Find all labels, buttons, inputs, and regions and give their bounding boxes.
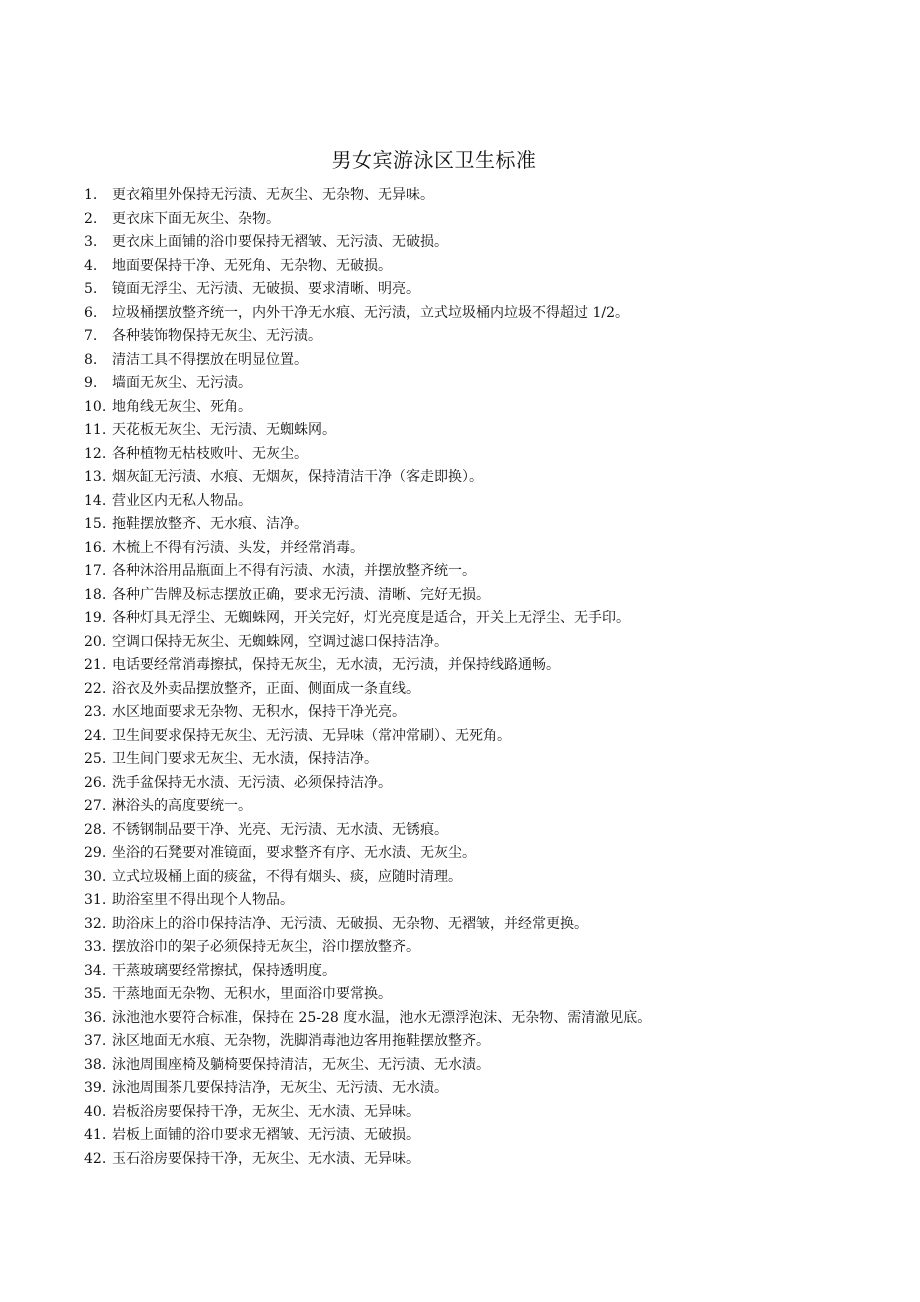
item-text: 天花板无灰尘、无污渍、无蜘蛛网。	[112, 422, 336, 438]
list-item	[84, 443, 904, 467]
item-number: 17.	[84, 563, 107, 579]
item-text: 地角线无灰尘、死角。	[112, 398, 252, 415]
item-number: 24.	[84, 727, 107, 744]
item-text: 玉石浴房要保持干净，无灰尘、无水渍、无异味。	[112, 1150, 420, 1167]
item-number: 18.	[84, 586, 107, 603]
item-text: 镜面无浮尘、无污渍、无破损、要求清晰、明亮。	[112, 281, 420, 297]
item-text: 坐浴的石凳要对准镜面，要求整齐有序、无水渍、无灰尘。	[112, 845, 476, 861]
list-item	[84, 466, 904, 490]
list-item	[84, 1148, 904, 1172]
standards-list	[84, 184, 904, 1171]
item-number: 33.	[84, 939, 107, 955]
list-item	[84, 1077, 904, 1101]
item-text: 清洁工具不得摆放在明显位置。	[112, 351, 308, 368]
item-number: 16.	[84, 539, 107, 556]
list-item	[84, 678, 904, 702]
item-text: 营业区内无私人物品。	[112, 492, 252, 509]
list-item	[84, 513, 904, 537]
item-text: 烟灰缸无污渍、水痕、无烟灰，保持清洁干净（客走即换）。	[112, 469, 483, 485]
list-item	[84, 1124, 904, 1148]
item-number: 36.	[84, 1009, 107, 1026]
list-item	[84, 842, 904, 866]
item-text: 淋浴头的高度要统一。	[112, 798, 252, 814]
list-item	[84, 936, 904, 960]
document-title: 男女宾游泳区卫生标准	[331, 148, 537, 172]
list-item	[84, 278, 904, 302]
item-number: 42.	[84, 1150, 107, 1167]
item-text: 不锈钢制品要干净、光亮、无污渍、无水渍、无锈痕。	[112, 821, 448, 838]
item-text: 拖鞋摆放整齐、无水痕、洁净。	[112, 516, 308, 532]
list-item	[84, 748, 904, 772]
item-text: 立式垃圾桶上面的痰盆，不得有烟头、痰，应随时清理。	[112, 868, 462, 885]
item-text: 各种植物无枯枝败叶、无灰尘。	[112, 445, 308, 462]
list-item	[84, 325, 904, 349]
item-number: 4.	[84, 257, 98, 274]
list-item	[84, 372, 904, 396]
item-text: 各种灯具无浮尘、无蜘蛛网，开关完好，灯光亮度是适合，开关上无浮尘、无手印。	[112, 610, 630, 626]
item-number: 23.	[84, 704, 107, 720]
item-number: 14.	[84, 492, 107, 509]
item-number: 5.	[84, 281, 98, 297]
item-number: 21.	[84, 657, 107, 673]
item-number: 41.	[84, 1127, 107, 1143]
item-text: 摆放浴巾的架子必须保持无灰尘，浴巾摆放整齐。	[112, 939, 420, 955]
item-text: 泳池周围茶几要保持洁净，无灰尘、无污渍、无水渍。	[112, 1080, 448, 1096]
list-item	[84, 184, 904, 208]
item-text: 各种沐浴用品瓶面上不得有污渍、水渍，并摆放整齐统一。	[112, 563, 476, 579]
item-text: 各种广告牌及标志摆放正确，要求无污渍、清晰、完好无损。	[112, 586, 490, 603]
item-number: 27.	[84, 798, 107, 814]
item-number: 7.	[84, 328, 98, 344]
item-text: 泳池池水要符合标准，保持在 25-28 度水温，池水无漂浮泡沫、无杂物、需清澈见底。	[112, 1009, 652, 1026]
item-number: 2.	[84, 210, 98, 227]
item-number: 1.	[84, 187, 98, 203]
item-number: 25.	[84, 751, 107, 767]
list-item	[84, 537, 904, 561]
item-number: 3.	[84, 234, 98, 250]
item-text: 各种装饰物保持无灰尘、无污渍。	[112, 328, 322, 344]
item-text: 更衣箱里外保持无污渍、无灰尘、无杂物、无异味。	[112, 187, 434, 203]
item-number: 22.	[84, 680, 107, 697]
item-number: 34.	[84, 962, 107, 979]
item-text: 卫生间要求保持无灰尘、无污渍、无异味（常冲常刷）、无死角。	[112, 727, 511, 744]
list-item	[84, 725, 904, 749]
list-item	[84, 795, 904, 819]
item-number: 19.	[84, 610, 107, 626]
item-number: 38.	[84, 1056, 107, 1073]
item-text: 助浴床上的浴巾保持洁净、无污渍、无破损、无杂物、无褶皱，并经常更换。	[112, 915, 588, 932]
list-item	[84, 607, 904, 631]
item-text: 更衣床上面铺的浴巾要保持无褶皱、无污渍、无破损。	[112, 234, 448, 250]
list-item	[84, 701, 904, 725]
item-text: 岩板上面铺的浴巾要求无褶皱、无污渍、无破损。	[112, 1127, 420, 1143]
item-number: 32.	[84, 915, 107, 932]
item-number: 20.	[84, 633, 107, 650]
item-number: 8.	[84, 351, 98, 368]
item-text: 水区地面要求无杂物、无积水，保持干净光亮。	[112, 704, 406, 720]
item-number: 9.	[84, 375, 98, 391]
list-item	[84, 631, 904, 655]
item-text: 垃圾桶摆放整齐统一，内外干净无水痕、无污渍，立式垃圾桶内垃圾不得超过 1/2。	[112, 304, 629, 321]
item-number: 39.	[84, 1080, 107, 1096]
list-item	[84, 1101, 904, 1125]
item-text: 地面要保持干净、无死角、无杂物、无破损。	[112, 257, 392, 274]
list-item	[84, 772, 904, 796]
item-number: 35.	[84, 986, 107, 1002]
item-number: 28.	[84, 821, 107, 838]
item-text: 泳池周围座椅及躺椅要保持清洁，无灰尘、无污渍、无水渍。	[112, 1056, 490, 1073]
item-number: 15.	[84, 516, 107, 532]
list-item	[84, 819, 904, 843]
item-text: 泳区地面无水痕、无杂物，洗脚消毒池边客用拖鞋摆放整齐。	[112, 1033, 490, 1049]
item-number: 13.	[84, 469, 107, 485]
item-number: 37.	[84, 1033, 107, 1049]
item-number: 31.	[84, 892, 107, 908]
item-text: 墙面无灰尘、无污渍。	[112, 375, 252, 391]
item-number: 12.	[84, 445, 107, 462]
list-item	[84, 913, 904, 937]
item-text: 干蒸地面无杂物、无积水，里面浴巾要常换。	[112, 986, 392, 1002]
item-number: 40.	[84, 1103, 107, 1120]
item-text: 干蒸玻璃要经常擦拭，保持透明度。	[112, 962, 336, 979]
list-item	[84, 866, 904, 890]
item-text: 卫生间门要求无灰尘、无水渍，保持洁净。	[112, 751, 378, 767]
item-text: 洗手盆保持无水渍、无污渍、必须保持洁净。	[112, 774, 392, 791]
list-item	[84, 654, 904, 678]
item-text: 空调口保持无灰尘、无蜘蛛网，空调过滤口保持洁净。	[112, 633, 448, 650]
list-item	[84, 889, 904, 913]
list-item	[84, 1030, 904, 1054]
list-item	[84, 1007, 904, 1031]
item-number: 11.	[84, 422, 107, 438]
list-item	[84, 231, 904, 255]
item-number: 29.	[84, 845, 107, 861]
list-item	[84, 584, 904, 608]
list-item	[84, 1054, 904, 1078]
item-text: 木梳上不得有污渍、头发，并经常消毒。	[112, 539, 364, 556]
list-item	[84, 983, 904, 1007]
list-item	[84, 255, 904, 279]
list-item	[84, 208, 904, 232]
item-text: 电话要经常消毒擦拭，保持无灰尘，无水渍，无污渍，并保持线路通畅。	[112, 657, 560, 673]
item-number: 26.	[84, 774, 107, 791]
list-item	[84, 419, 904, 443]
item-number: 10.	[84, 398, 107, 415]
list-item	[84, 396, 904, 420]
item-text: 更衣床下面无灰尘、杂物。	[112, 210, 280, 227]
list-item	[84, 349, 904, 373]
list-item	[84, 490, 904, 514]
item-number: 6.	[84, 304, 98, 321]
item-text: 岩板浴房要保持干净，无灰尘、无水渍、无异味。	[112, 1103, 420, 1120]
item-text: 浴衣及外卖品摆放整齐，正面、侧面成一条直线。	[112, 680, 420, 697]
list-item	[84, 560, 904, 584]
list-item	[84, 960, 904, 984]
item-number: 30.	[84, 868, 107, 885]
list-item	[84, 302, 904, 326]
item-text: 助浴室里不得出现个人物品。	[112, 892, 294, 908]
